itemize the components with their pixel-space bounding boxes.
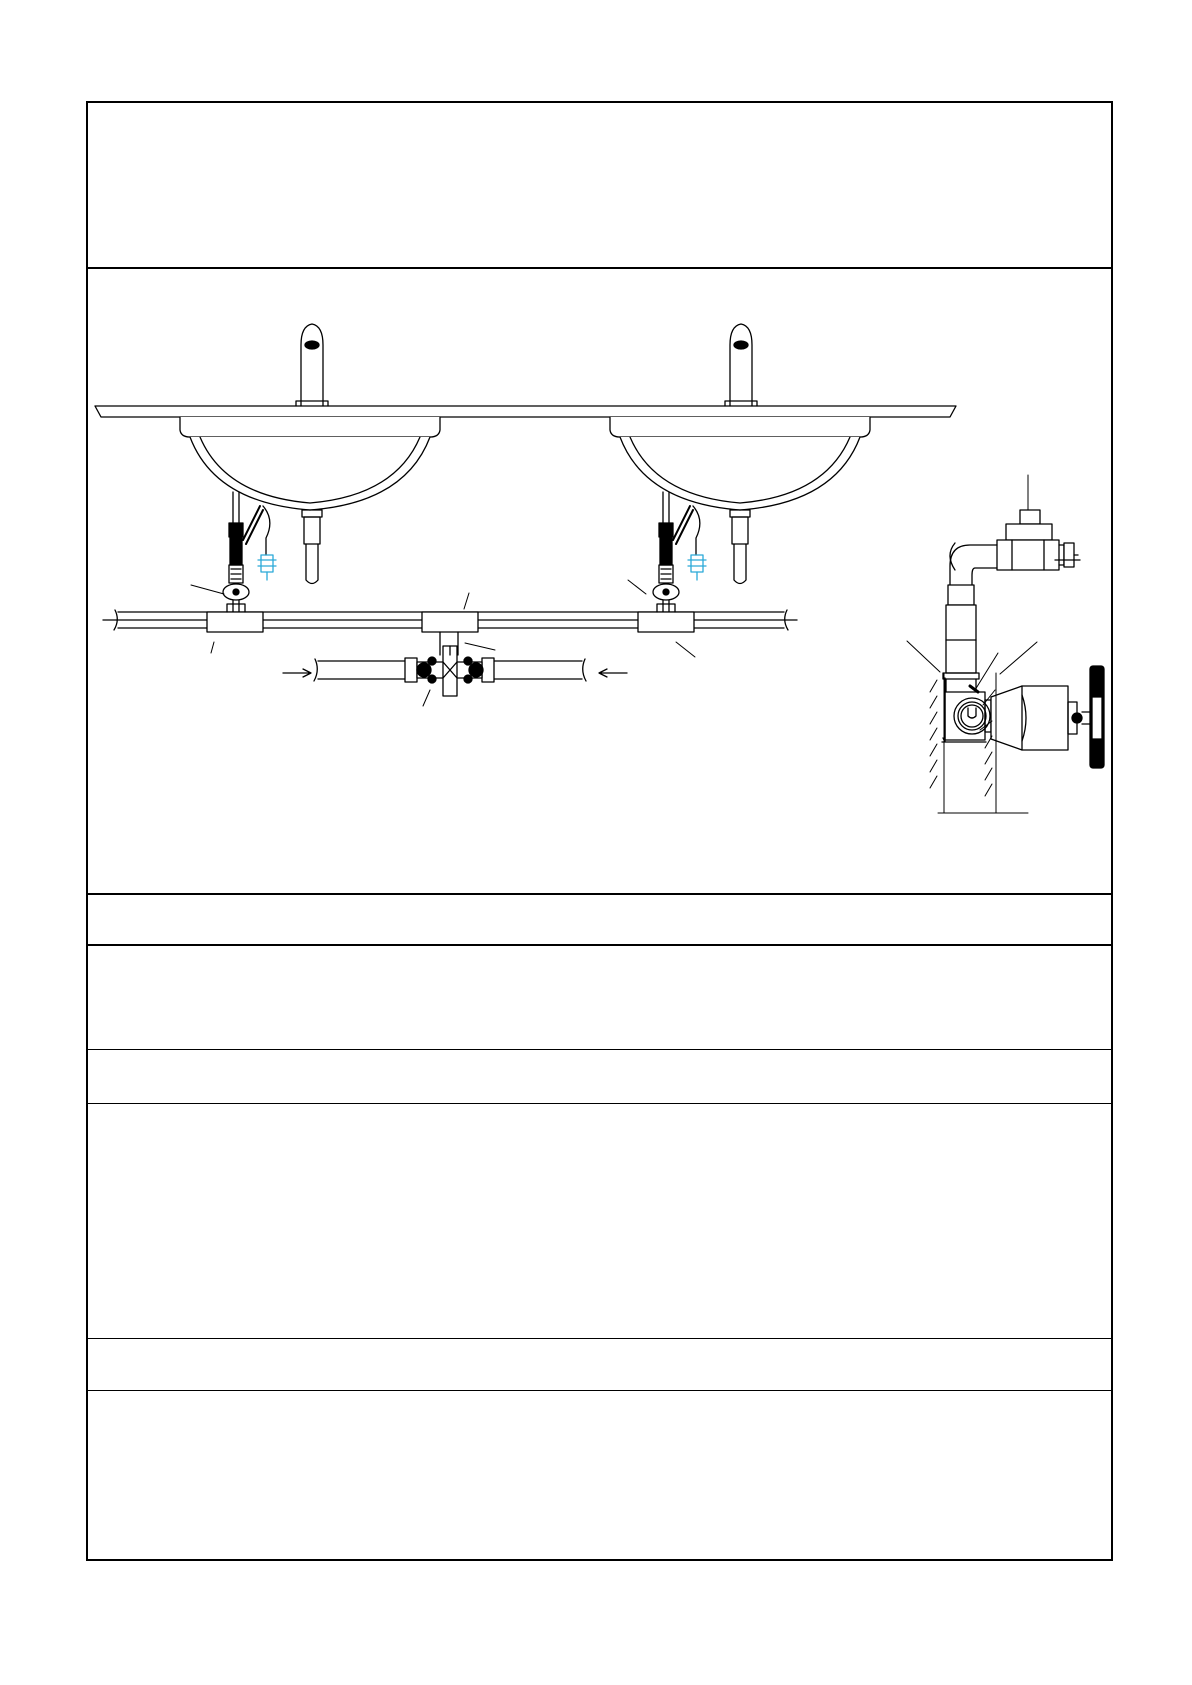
- left-faucet: [296, 324, 328, 406]
- left-basin: [180, 417, 440, 510]
- mixing-valve: [314, 646, 586, 696]
- left-supply-assembly: [223, 492, 276, 612]
- right-basin: [610, 417, 870, 510]
- valve-detail: [907, 475, 1104, 813]
- countertop: [95, 406, 956, 417]
- left-drain: [302, 510, 322, 584]
- right-supply-assembly: [653, 492, 706, 612]
- right-faucet: [725, 324, 757, 406]
- right-drain: [730, 510, 750, 584]
